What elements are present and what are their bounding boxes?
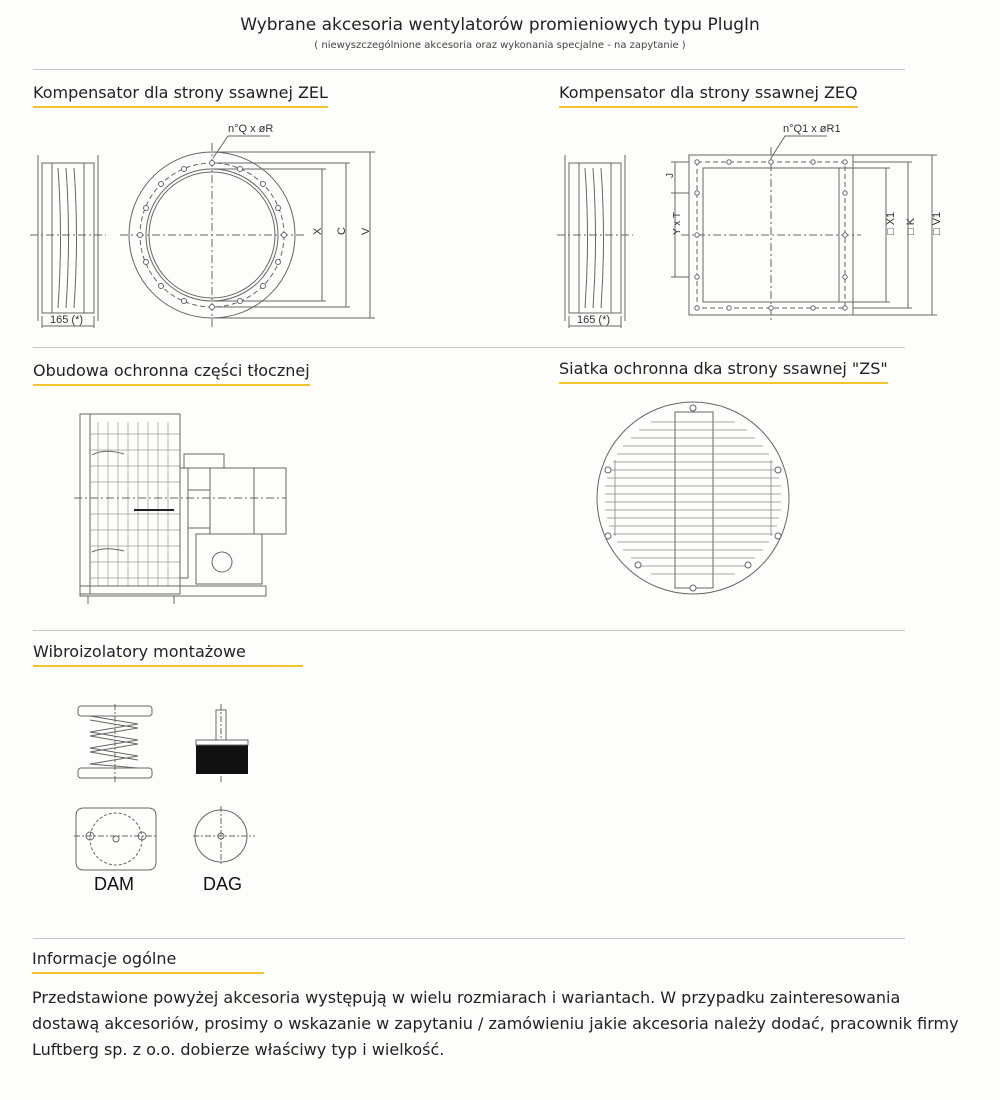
section-title-housing: Obudowa ochronna części tłocznej [33, 361, 310, 386]
dam-side-drawing [76, 704, 156, 784]
dag-top-drawing [193, 806, 257, 872]
page-title: Wybrane akcesoria wentylatorów promieniowych typu PlugIn [240, 15, 760, 35]
page-subtitle: ( niewyszczególnione akcesoria oraz wykonania specjalne - na zapytanie ) [314, 40, 686, 51]
divider [33, 630, 905, 631]
grid-drawing [595, 400, 795, 600]
dag-side-drawing [194, 704, 254, 784]
section-title-vibro: Wibroizolatory montażowe [33, 642, 303, 667]
zel-bolt-label: n°Q x øR [228, 123, 274, 135]
section-title-zel: Kompensator dla strony ssawnej ZEL [33, 83, 328, 108]
zeq-dim-v1: □ V1 [931, 211, 943, 235]
housing-drawing [74, 410, 334, 610]
zel-dim-length: 165 (*) [50, 314, 84, 326]
divider [33, 938, 905, 939]
divider [33, 69, 905, 70]
zeq-dim-j: J [665, 173, 676, 178]
zeq-dim-k: □ K [905, 217, 917, 235]
section-title-info: Informacje ogólne [32, 949, 264, 974]
section-title-zeq: Kompensator dla strony ssawnej ZEQ [559, 83, 858, 108]
zel-dim-c: C [336, 227, 348, 235]
section-title-grid: Siatka ochronna dka strony ssawnej "ZS" [559, 359, 888, 384]
zel-dim-v: V [360, 227, 372, 235]
zeq-bolt-label: n°Q1 x øR1 [783, 123, 841, 135]
dag-label: DAG [203, 874, 243, 894]
zeq-dim-length: 165 (*) [577, 314, 611, 326]
zeq-dim-yxt: Y x T [672, 212, 683, 235]
zeq-dim-x1: □ X1 [885, 211, 897, 235]
zel-drawing [30, 118, 430, 338]
dam-label: DAM [94, 874, 134, 894]
zeq-drawing [557, 118, 957, 338]
info-paragraph: Przedstawione powyżej akcesoria występują w wielu rozmiarach i wariantach. W przypadku zainteresowania dostawą akcesoriów, prosimy o wskazanie w zapytaniu / zamówieniu jakie akcesoria należy dodać, pracownik firmy Luftberg sp. z o.o. dobierze właściwy typ i wielkość. [32, 988, 959, 1059]
divider [33, 347, 905, 348]
dam-top-drawing [74, 806, 158, 872]
zel-dim-x: X [312, 227, 324, 235]
